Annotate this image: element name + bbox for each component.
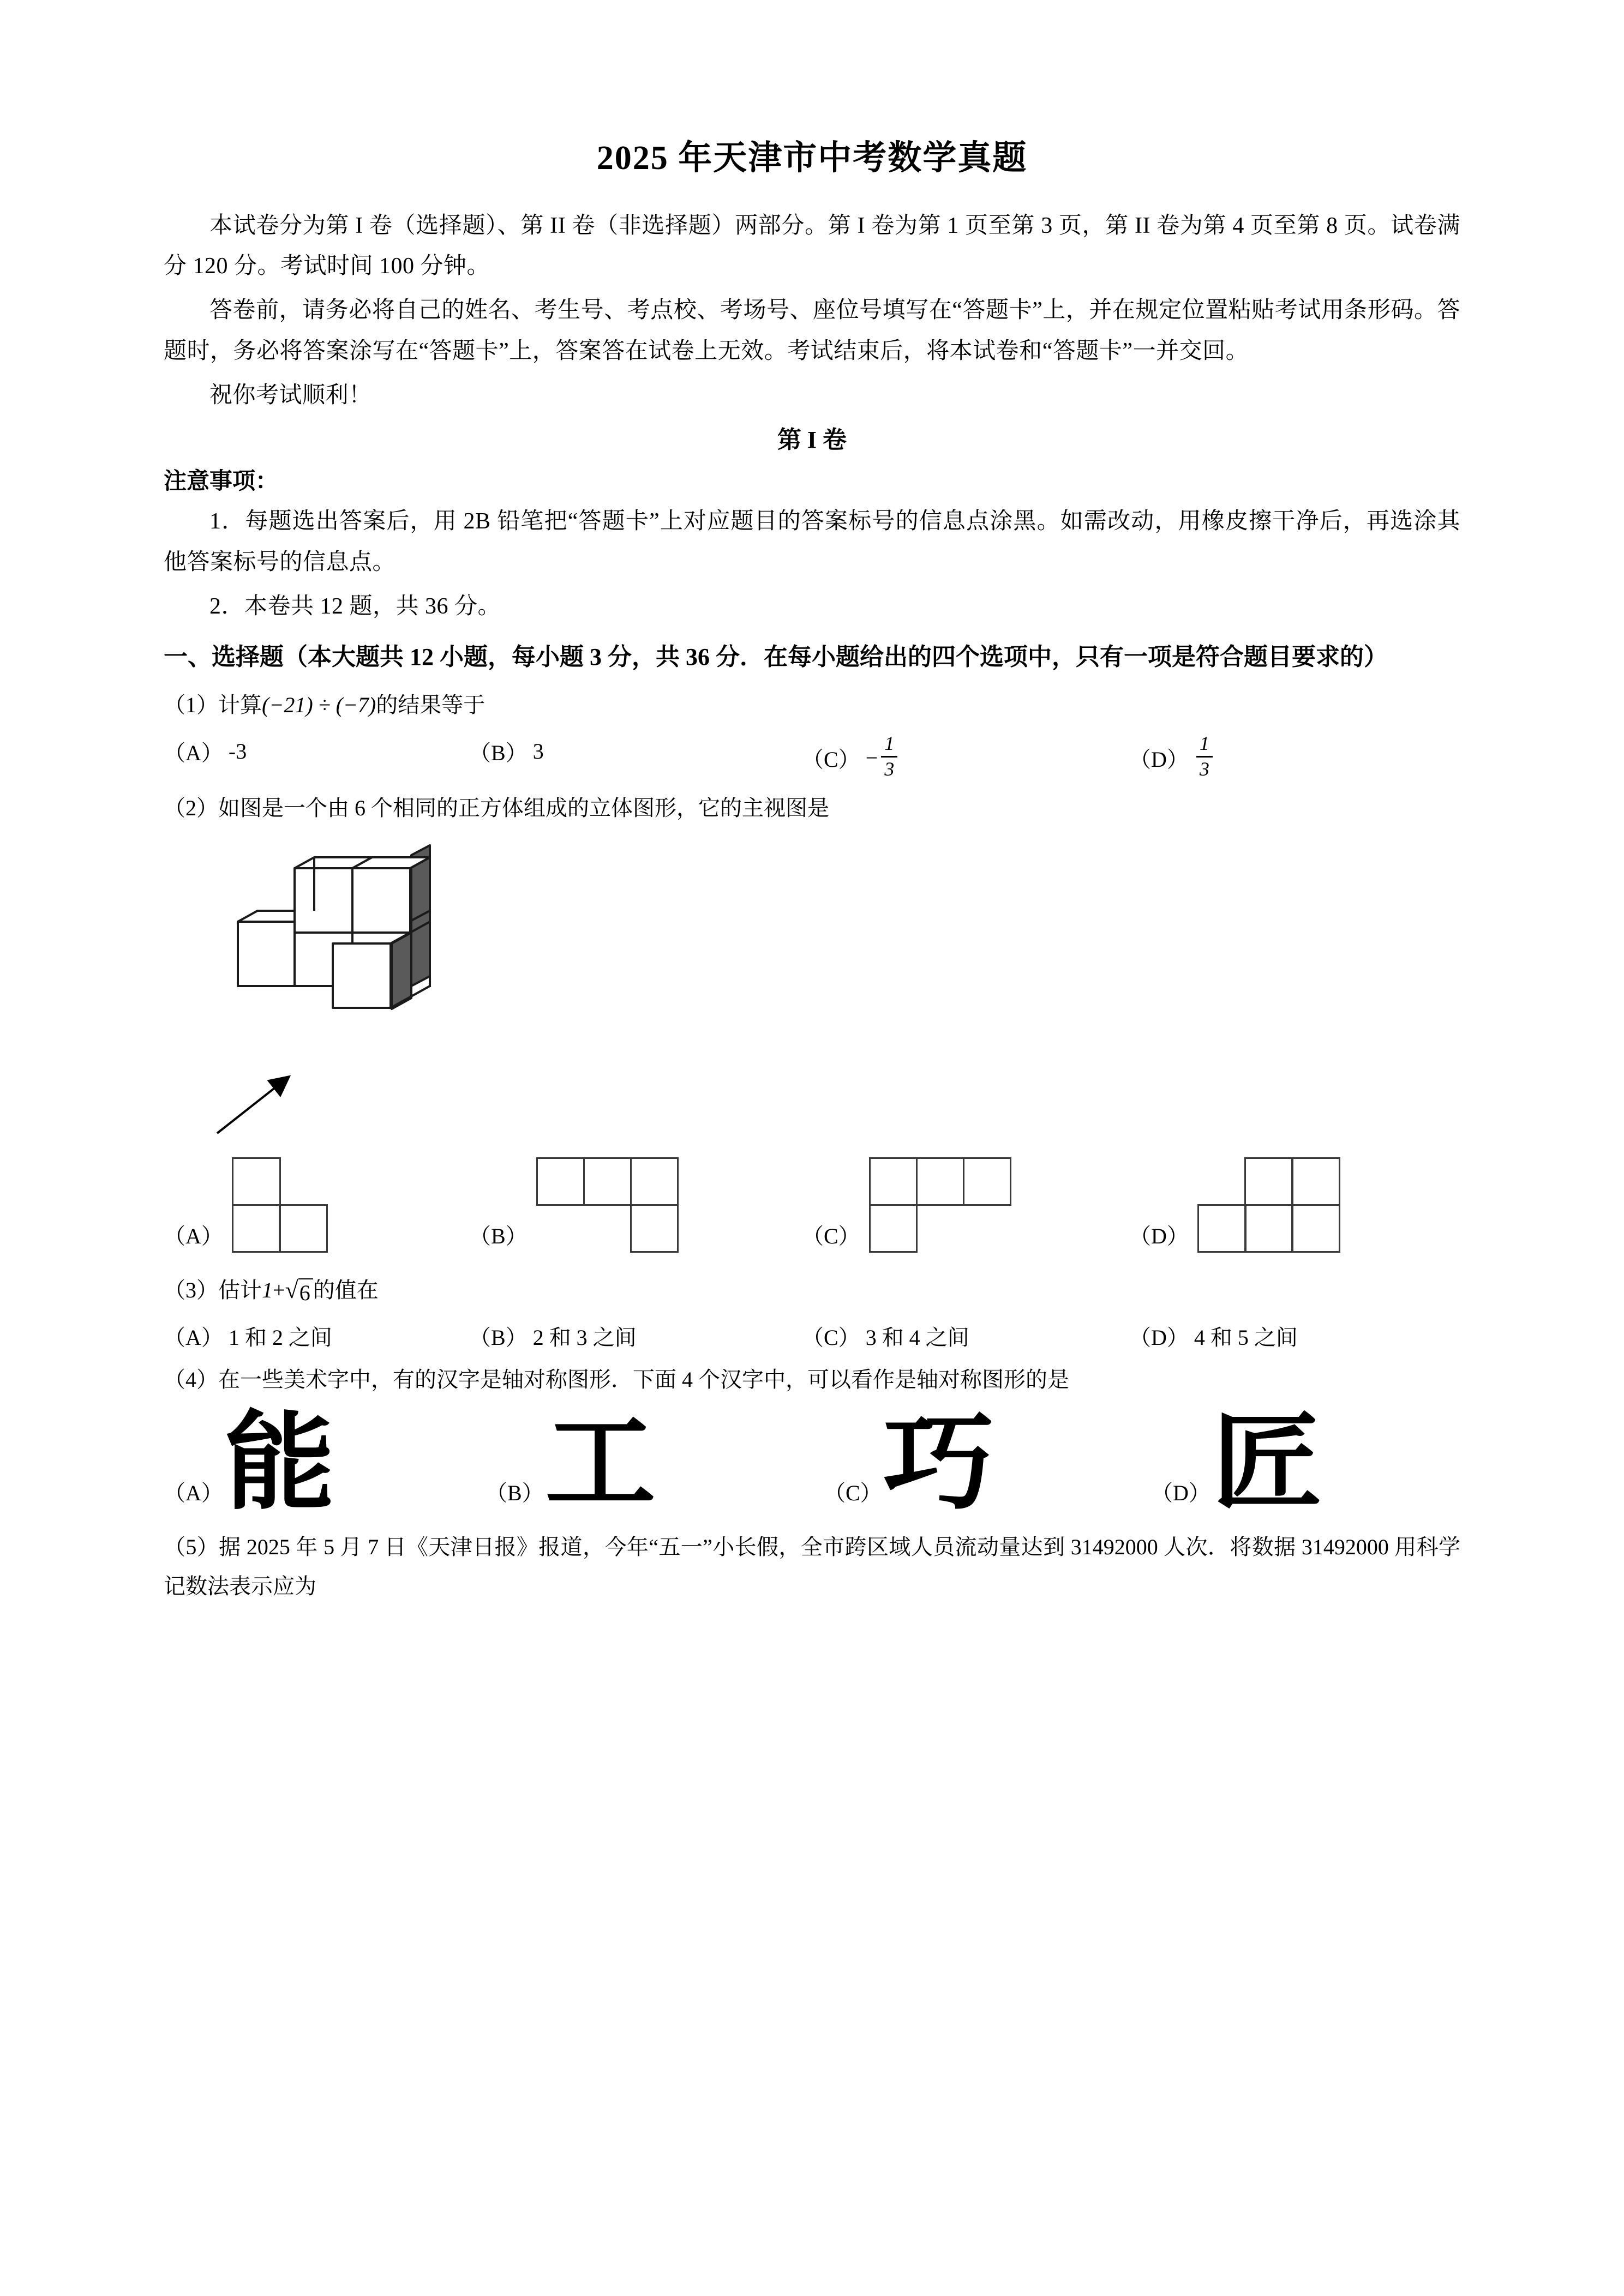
cube-stack-svg xyxy=(224,840,480,1074)
question-4-stem-text: 在一些美术字中，有的汉字是轴对称图形．下面 4 个汉字中，可以看作是轴对称图形的是 xyxy=(218,1367,1069,1392)
section-heading-part1: 第 I 卷 xyxy=(777,426,847,454)
question-4-stem xyxy=(164,1360,1460,1399)
question-5-stem-text: 据 2025 年 5 月 7 日《天津日报》报道，今年“五一”小长假，全市跨区域人员流动量达到 31492000 人次．将数据 31492000 用科学记数法表示应为 xyxy=(164,1534,1460,1598)
option-1-c-label: （C） xyxy=(802,747,860,772)
option-4-c-label: （C） xyxy=(824,1480,882,1505)
option-1-c[interactable] xyxy=(802,732,1129,781)
option-1-a-value: -3 xyxy=(228,738,247,764)
question-1-expression: (−21) ÷ (−7) xyxy=(262,693,376,718)
radical-icon: √ xyxy=(285,1277,298,1304)
option-4-b[interactable] xyxy=(486,1400,824,1524)
question-1-options xyxy=(164,732,1460,781)
question-2-stem-text: 如图是一个由 6 个相同的正方体组成的立体图形，它的主视图是 xyxy=(218,795,829,820)
option-2-a-grid xyxy=(233,1158,374,1252)
question-3-stem-suffix: 的值在 xyxy=(313,1277,379,1302)
option-3-b[interactable] xyxy=(469,1320,802,1353)
option-4-b-character: 工 xyxy=(544,1400,656,1524)
option-3-c[interactable] xyxy=(802,1320,1129,1353)
option-1-c-sign: − xyxy=(865,745,878,770)
question-4-options xyxy=(164,1400,1460,1524)
option-4-a[interactable] xyxy=(164,1400,486,1524)
notice-label: 注意事项： xyxy=(164,468,279,494)
option-1-c-numerator: 1 xyxy=(884,732,895,755)
option-3-b-value: 2 和 3 之间 xyxy=(532,1325,637,1350)
option-2-a[interactable] xyxy=(164,1158,469,1252)
option-1-d-numerator: 1 xyxy=(1199,732,1209,755)
option-3-a[interactable] xyxy=(164,1320,469,1353)
option-2-c[interactable] xyxy=(802,1158,1129,1252)
option-3-d-label: （D） xyxy=(1129,1325,1189,1350)
question-4-number: （4） xyxy=(164,1367,218,1392)
option-1-a[interactable] xyxy=(164,735,469,767)
option-1-b-label: （B） xyxy=(469,740,528,765)
option-1-a-label: （A） xyxy=(164,740,223,765)
question-1-stem xyxy=(164,686,1460,725)
option-1-d-label: （D） xyxy=(1129,747,1189,772)
question-3-options xyxy=(164,1320,1460,1353)
option-1-d[interactable] xyxy=(1129,732,1215,781)
option-1-b[interactable] xyxy=(469,735,802,767)
option-2-b[interactable] xyxy=(469,1158,802,1252)
option-1-d-fraction xyxy=(1196,734,1213,780)
option-3-a-label: （A） xyxy=(164,1325,223,1350)
option-4-a-label: （A） xyxy=(164,1480,223,1505)
option-2-c-label: （C） xyxy=(802,1223,860,1248)
question-3-stem-prefix: 估计 xyxy=(218,1277,262,1302)
option-4-d-character: 匠 xyxy=(1211,1400,1322,1524)
isometric-cube-stack-figure xyxy=(224,840,480,1074)
sqrt-6-expression xyxy=(285,1278,313,1306)
question-5-stem xyxy=(164,1528,1460,1606)
radicand: 6 xyxy=(298,1278,313,1306)
option-1-c-denominator: 3 xyxy=(884,758,895,780)
question-1-stem-suffix: 的结果等于 xyxy=(376,693,486,718)
intro-paragraph-1: 本试卷分为第 I 卷（选择题）、第 II 卷（非选择题）两部分。第 I 卷为第 1 页至第 3 页，第 II 卷为第 4 页至第 8 页。试卷满分 120 分。考试时间 100 分钟。 xyxy=(164,213,1460,279)
option-2-b-grid xyxy=(537,1158,678,1252)
option-3-d-value: 4 和 5 之间 xyxy=(1194,1325,1298,1350)
view-direction-arrow xyxy=(207,1069,371,1140)
question-3-number: （3） xyxy=(164,1277,218,1302)
intro-paragraph-2: 答卷前，请务必将自己的姓名、考生号、考点校、考场号、座位号填写在“答题卡”上，并在规定位置粘贴考试用条形码。答题时，务必将答案涂写在“答题卡”上，答案答在试卷上无效。考试结束后，将本试卷和“答题卡”一并交回。 xyxy=(164,298,1460,364)
option-3-c-value: 3 和 4 之间 xyxy=(865,1325,969,1350)
question-3-stem: （3）估计1+ √ 6 的值在 xyxy=(164,1277,379,1306)
question-2-options xyxy=(164,1158,1460,1252)
option-1-b-value: 3 xyxy=(532,738,544,764)
option-3-c-label: （C） xyxy=(802,1325,860,1350)
question-1-number: （1） xyxy=(164,693,218,718)
option-1-c-fraction xyxy=(881,734,897,780)
option-1-d-denominator: 3 xyxy=(1199,758,1209,780)
question-2-number: （2） xyxy=(164,795,218,820)
option-3-a-value: 1 和 2 之间 xyxy=(228,1325,332,1350)
option-4-a-character: 能 xyxy=(224,1400,335,1524)
question-1-stem-prefix: 计算 xyxy=(218,693,262,718)
page-title: 2025 年天津市中考数学真题 xyxy=(596,140,1028,177)
option-4-b-label: （B） xyxy=(486,1480,544,1505)
option-2-d-label: （D） xyxy=(1129,1223,1189,1248)
option-2-d-grid xyxy=(1198,1158,1339,1252)
option-2-c-grid xyxy=(870,1158,1011,1252)
option-2-a-label: （A） xyxy=(164,1223,223,1248)
option-2-d[interactable] xyxy=(1129,1158,1339,1252)
option-3-d[interactable] xyxy=(1129,1320,1298,1353)
notice-item-1: 1．每题选出答案后，用 2B 铅笔把“答题卡”上对应题目的答案标号的信息点涂黑。如需改动，用橡皮擦干净后，再选涂其他答案标号的信息点。 xyxy=(164,509,1460,575)
option-2-b-label: （B） xyxy=(469,1223,528,1248)
notice-item-2: 2．本卷共 12 题，共 36 分。 xyxy=(209,593,501,619)
option-4-d-label: （D） xyxy=(1151,1480,1210,1505)
option-4-c[interactable] xyxy=(824,1400,1151,1524)
question-2-stem xyxy=(164,789,1460,828)
question-5-number: （5） xyxy=(164,1534,219,1559)
option-4-c-character: 巧 xyxy=(883,1400,994,1524)
part-heading-multiple-choice: 一、选择题（本大题共 12 小题，每小题 3 分，共 36 分．在每小题给出的四个选项中，只有一项是符合题目要求的） xyxy=(164,644,1388,671)
intro-paragraph-3: 祝你考试顺利！ xyxy=(209,382,372,408)
arrow-icon xyxy=(207,1069,371,1140)
option-3-b-label: （B） xyxy=(469,1325,528,1350)
option-4-d[interactable] xyxy=(1151,1400,1322,1524)
